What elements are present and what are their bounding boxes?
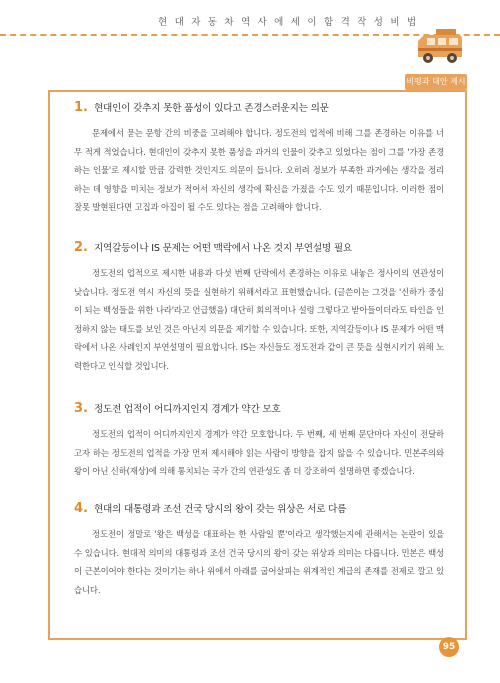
section-4 [74,501,444,599]
section-3 [74,401,444,481]
header-title: 현 대 자 동 차 역 사 에 세 이 함 격 작 성 비 법 [158,17,419,28]
section-body: 정도전의 업적이 어디까지인지 경계가 약간 모호합니다. 두 번째, 세 번째 문단마다 자신이 전달하고자 하는 정도전의 업적을 가장 먼저 제시해야 읽는 사람이 방향을 잡지 않을 수 있습니다. 민본주의와 왕이 아닌 신하(재상)에 의해 통치되는 국가 간의 연관성도 좀 더 강조하여 설명하면 좋겠습니다. [74,429,444,476]
section-2 [74,240,444,375]
section-title: 현대인이 갖추지 못한 품성이 있다고 존경스러운지는 의문 [93,103,329,114]
section-body: 문제에서 묻는 문항 간의 비중을 고려해야 합니다. 정도전의 업적에 비해 그를 존경하는 이유를 너무 적게 적었습니다. 현대인이 갖추지 못한 품성을 과거의 인물이 갖추고 있었다는 점이 그를 '가장 존경하는 인물'로 제시할 만큼 강력한 것인지도 의문이 듭니다. 오히려 정보가 부족한 과거에는 생각을 정리하는 데 영향을 미치는 정보가 적어서 자신의 생각에 확신을 가졌을 수도 있기 때문입니다. 이러한 점이 잘못 발현된다면 고집과 아집이 될 수도 있다는 점을 고려해야 합니다. [74,128,444,212]
section-title: 현대의 대통령과 조선 건국 당시의 왕이 갖는 위상은 서로 다름 [93,504,347,515]
section-title: 지역갈등이나 IS 문제는 어떤 맥락에서 나온 것지 부연설명 필요 [93,243,352,254]
section-number: 2. [74,240,88,255]
section-body: 정도전의 업적으로 제시한 내용과 다섯 번째 단락에서 존경하는 이유로 내놓은 정사이의 연관성이 낮습니다. 정도전 역시 자신의 뜻을 실현하기 위해서라고 표현했습니다. (글쓴이는 그것을 '신하가 중심이 되는 백성들을 위한 나라'라고 언급했음) 대단히 회의적이나 설령 그렇다고 받아들이더라도 타인을 인정하지 않는 태도를 보인 것은 아닌지 의문을 제기할 수 있습니다. 또한, 지역갈등이나 IS 문제가 어떤 맥락에서 나온 사례인지 부연설명이 필요합니다. IS는 자신들도 정도전과 같이 큰 뜻을 실현시키기 위해 노력한다고 인식할 것입니다. [74,268,444,371]
section-tag: 비평과 대안 제시 [405,74,467,90]
section-title: 정도전 업적이 어디까지인지 경계가 약간 모호 [93,404,281,415]
section-body: 정도전이 정말로 '왕은 백성을 대표하는 한 사람일 뿐'이라고 생각했는지에 관해서는 논란이 있을 수 있습니다. 현대적 의미의 대통령과 조선 건국 당시의 왕이 갖는 위상과 의미는 다릅니다. 민본은 백성이 근본이어야 한다는 것이기는 하나 위에서 아래를 굽어살피는 위계적인 계급의 존재를 전제로 깔고 있습니다. [74,529,444,595]
section-number: 4. [74,501,88,516]
section-number: 1. [74,100,88,115]
section-1 [74,100,444,217]
page-number: 95 [439,637,459,657]
van-icon [414,27,466,67]
section-number: 3. [74,401,88,416]
